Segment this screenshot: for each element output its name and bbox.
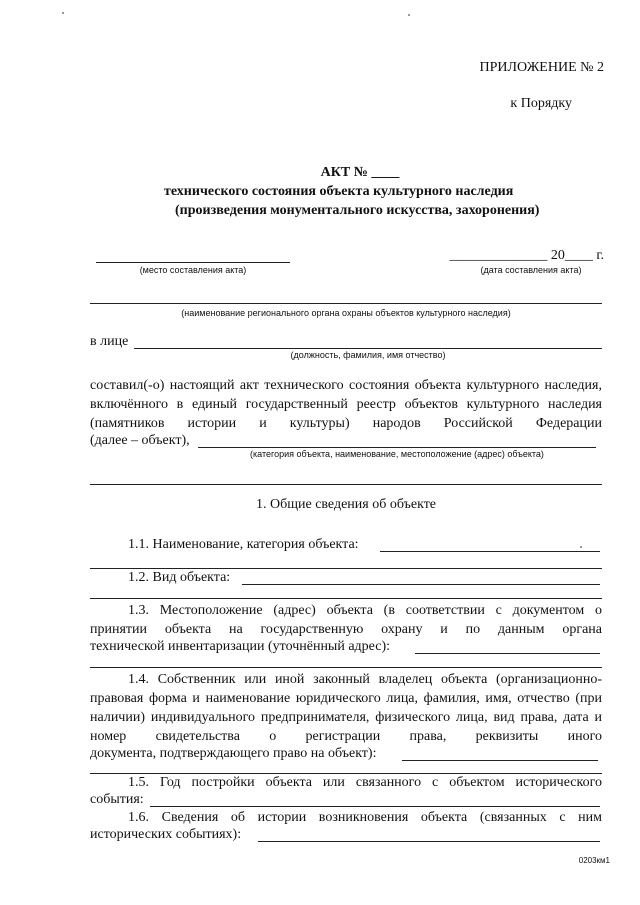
in-person-label: в лице (90, 334, 129, 349)
act-subtitle-paren: (произведения монументального искусства, захоронения) (175, 203, 540, 218)
item-1-2-field-cont[interactable] (90, 598, 602, 599)
date-caption: (дата составления акта) (480, 265, 582, 275)
body-paragraph-end: (далее – объект), (90, 433, 190, 448)
body-paragraph: составил(-о) настоящий акт технического состояния объекта культурного наследия, включённого в единый государственный реестр объектов культурного наследия (памятников истории и культуры) народов Российской Федерации (90, 378, 602, 431)
item-1-3-text: 1.3. Местоположение (адрес) объекта (в соответствии с документом о принятии объекта на государственную охрану и по данным органа (90, 603, 602, 637)
item-1-3-end: технической инвентаризации (уточнённый адрес): (90, 639, 390, 654)
item-1-4-text: 1.4. Собственник или иной законный владелец объекта (организационно-правовая форма и наименование юридического лица, фамилия, имя, отчество (при наличии) индивидуального предпринимателя, физического лица, вид права, дата и номер свидетельства о регистрации права, реквизиты иного (90, 672, 602, 744)
item-1-3-field-cont[interactable] (90, 667, 602, 668)
date-field[interactable]: ______________ 20____ г. (449, 248, 604, 263)
item-1-1-field[interactable] (380, 551, 600, 552)
item-1-2-field[interactable] (242, 584, 600, 585)
item-1-3-field[interactable] (415, 653, 600, 654)
item-1-1-field-cont[interactable] (90, 568, 602, 569)
order-label: к Порядку (510, 96, 572, 111)
item-1-5-text: 1.5. Год постройки объекта или связанного с объектом исторического (128, 775, 602, 790)
act-title: АКТ № ____ (320, 165, 400, 180)
place-field[interactable] (96, 262, 290, 263)
organ-field[interactable] (90, 303, 602, 304)
scan-speck (408, 14, 410, 16)
item-1-5-field[interactable] (150, 806, 600, 807)
object-field[interactable] (198, 447, 596, 448)
object-caption: (категория объекта, наименование, местоположение (адрес) объекта) (250, 449, 544, 459)
item-1-5-end: события: (90, 792, 144, 807)
appendix-label: ПРИЛОЖЕНИЕ № 2 (479, 60, 604, 75)
footer-code: 0203км1 (578, 856, 610, 865)
item-1-2-label: 1.2. Вид объекта: (128, 570, 231, 585)
item-1-6-field[interactable] (258, 841, 600, 842)
object-field-cont[interactable] (90, 484, 602, 485)
item-1-4-field[interactable] (402, 760, 598, 761)
scan-speck (580, 546, 582, 548)
person-caption: (должность, фамилия, имя отчество) (290, 350, 446, 360)
item-1-6-text: 1.6. Сведения об истории возникновения объекта (связанных с ним (128, 810, 602, 825)
item-1-1-label: 1.1. Наименование, категория объекта: (128, 537, 359, 552)
scan-speck (62, 12, 64, 14)
person-field[interactable] (134, 348, 602, 349)
place-caption: (место составления акта) (139, 265, 247, 275)
item-1-6-end: исторических событиях): (90, 827, 242, 842)
item-1-4-end: документа, подтверждающего право на объект): (90, 746, 377, 761)
organ-caption: (наименование регионального органа охраны объектов культурного наследия) (181, 308, 511, 318)
section-heading: 1. Общие сведения об объекте (255, 497, 437, 512)
act-subtitle: технического состояния объекта культурного наследия (164, 184, 514, 199)
